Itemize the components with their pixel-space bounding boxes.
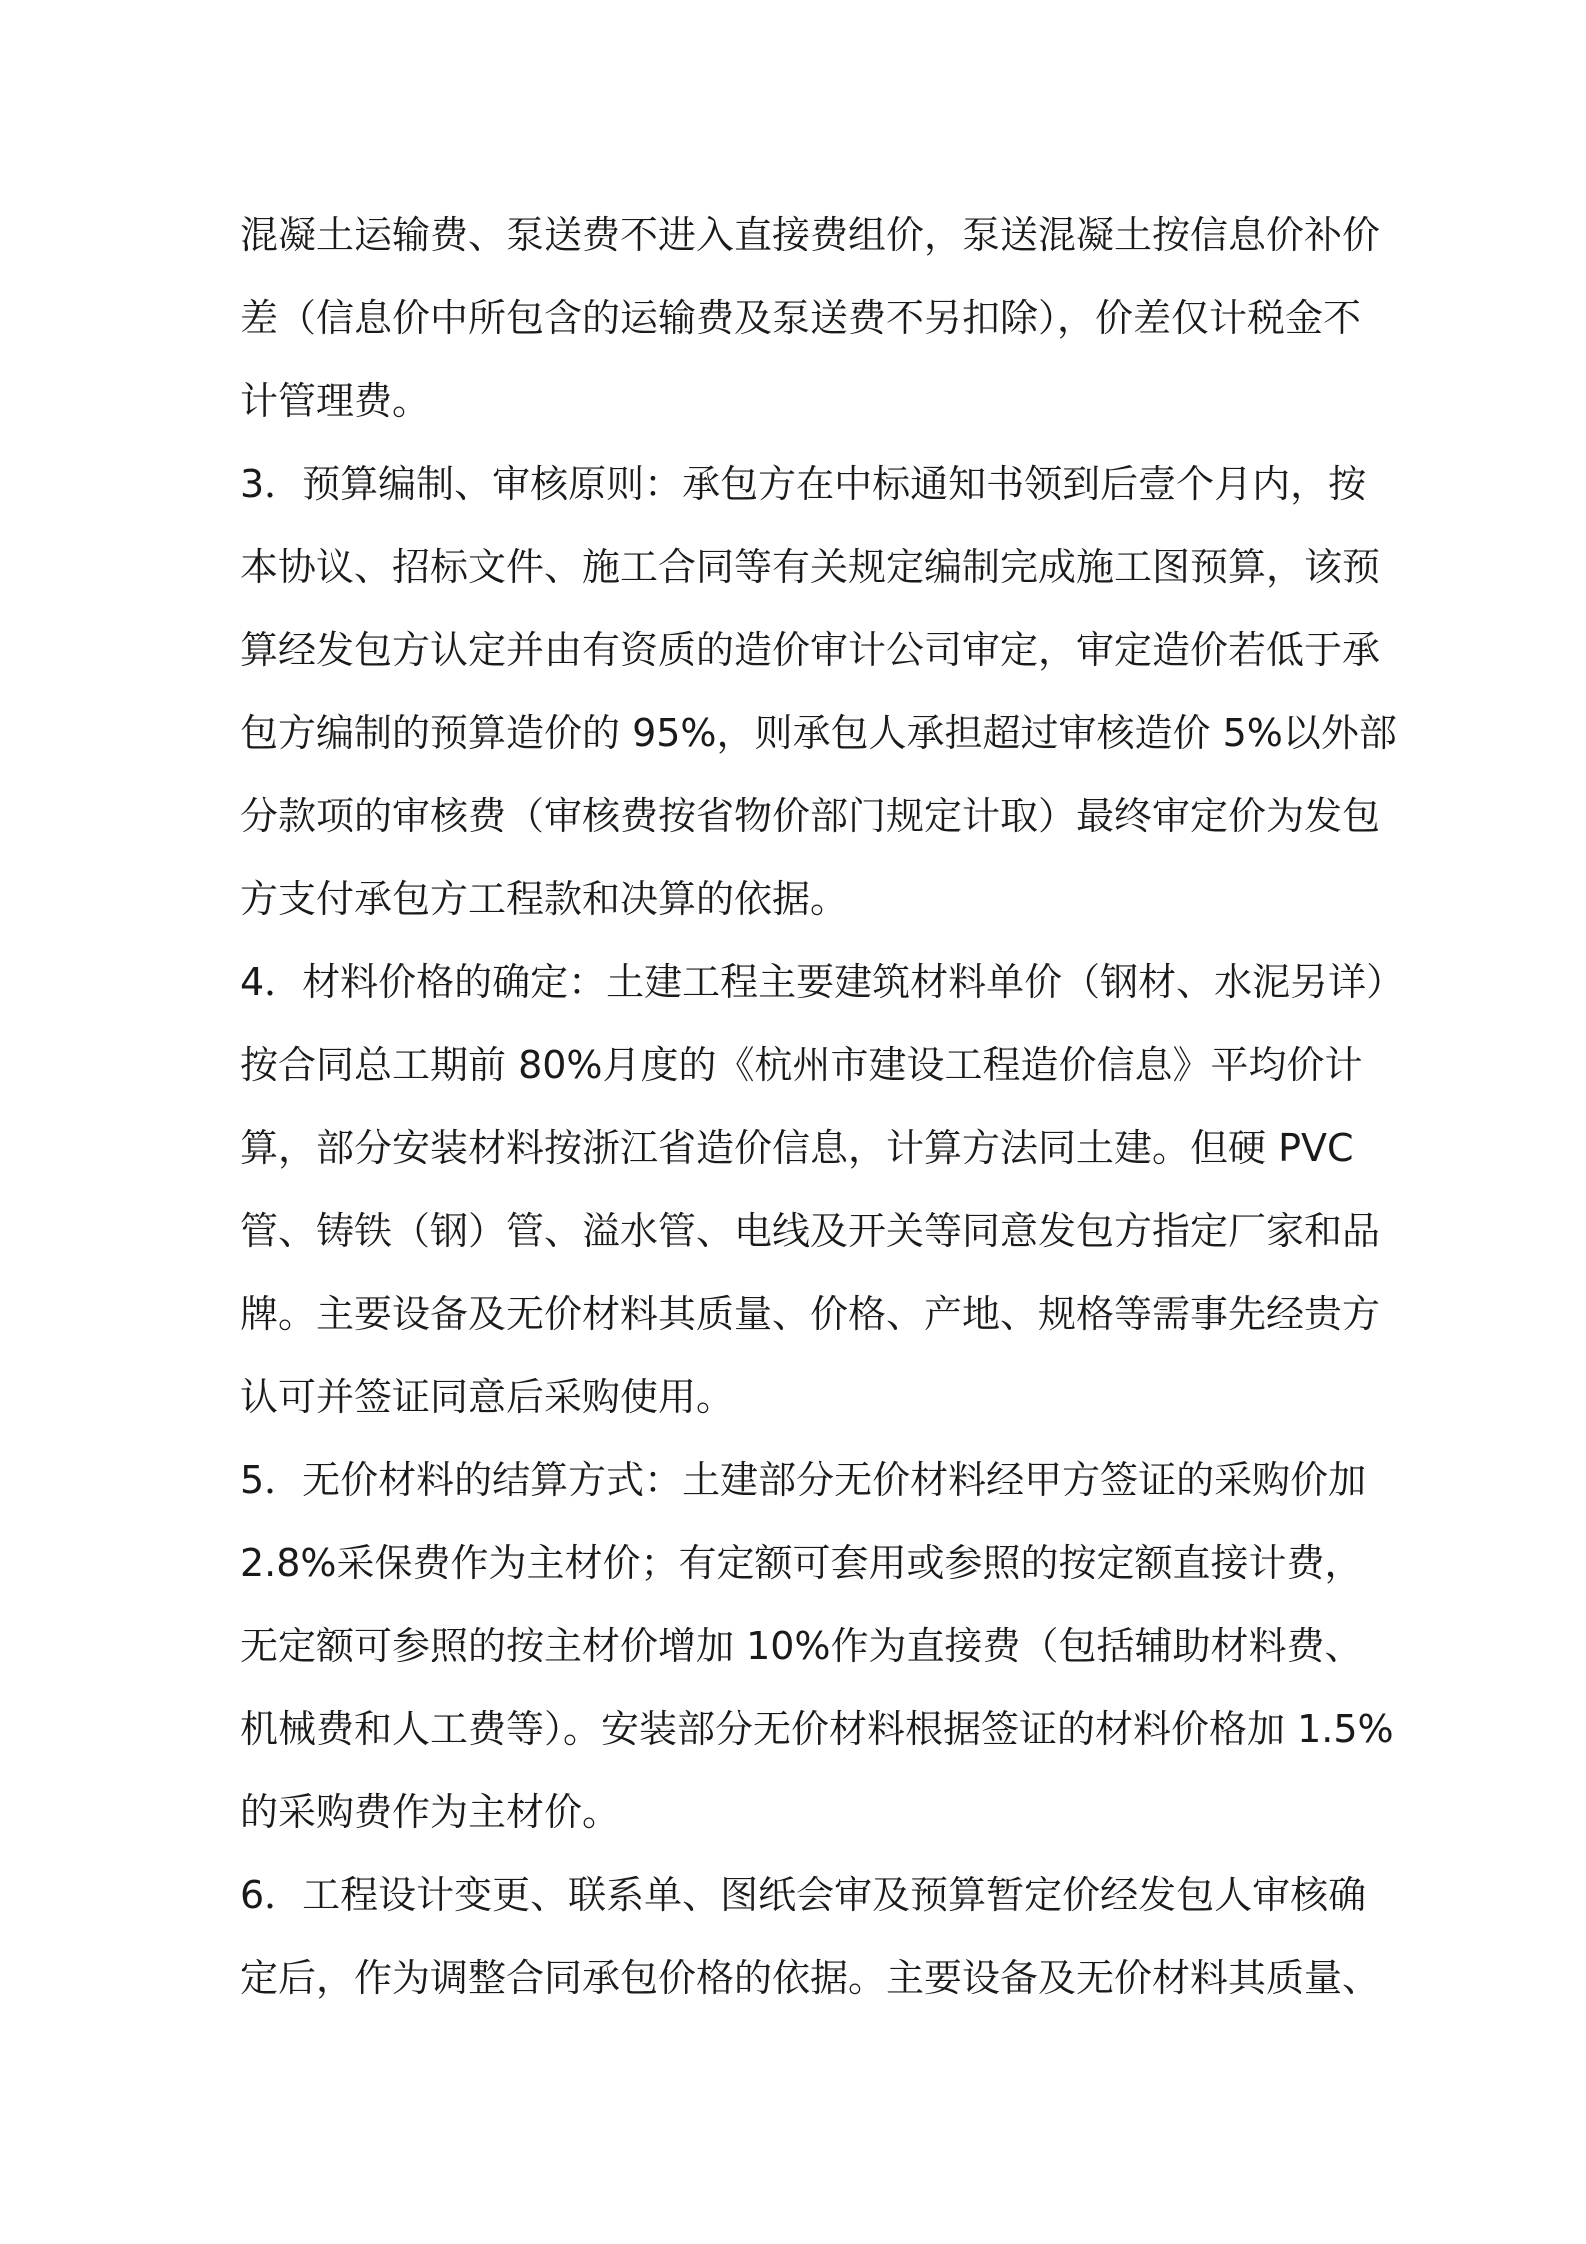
text-line: 混凝土运输费、泵送费不进入直接费组价，泵送混凝土按信息价补价 [240, 213, 1381, 257]
text-line: 算经发包方认定并由有资质的造价审计公司审定，审定造价若低于承 [240, 628, 1381, 672]
text-line: 6．工程设计变更、联系单、图纸会审及预算暂定价经发包人审核确 [240, 1873, 1367, 1917]
text-line: 按合同总工期前 80%月度的《杭州市建设工程造价信息》平均价计 [240, 1043, 1363, 1087]
text-line: 分款项的审核费（审核费按省物价部门规定计取）最终审定价为发包 [240, 794, 1381, 838]
text-line: 差（信息价中所包含的运输费及泵送费不另扣除），价差仅计税金不 [240, 296, 1362, 340]
text-line: 算，部分安装材料按浙江省造价信息，计算方法同土建。但硬 PVC [240, 1126, 1354, 1170]
text-line: 4．材料价格的确定：土建工程主要建筑材料单价（钢材、水泥另详） [240, 960, 1405, 1004]
text-line: 牌。主要设备及无价材料其质量、价格、产地、规格等需事先经贵方 [240, 1292, 1381, 1336]
text-line: 定后，作为调整合同承包价格的依据。主要设备及无价材料其质量、 [240, 1956, 1381, 2000]
text-line: 无定额可参照的按主材价增加 10%作为直接费（包括辅助材料费、 [240, 1624, 1363, 1668]
text-line: 认可并签证同意后采购使用。 [240, 1375, 735, 1419]
text-line: 管、铸铁（钢）管、溢水管、电线及开关等同意发包方指定厂家和品 [240, 1209, 1381, 1253]
text-line: 本协议、招标文件、施工合同等有关规定编制完成施工图预算，该预 [240, 545, 1381, 589]
text-line: 方支付承包方工程款和决算的依据。 [240, 877, 849, 921]
text-line: 2.8%采保费作为主材价；有定额可套用或参照的按定额直接计费， [240, 1541, 1363, 1585]
text-line: 5．无价材料的结算方式：土建部分无价材料经甲方签证的采购价加 [240, 1458, 1367, 1502]
text-line: 3．预算编制、审核原则：承包方在中标通知书领到后壹个月内，按 [240, 462, 1367, 506]
text-line: 机械费和人工费等）。安装部分无价材料根据签证的材料价格加 1.5% [240, 1707, 1394, 1751]
text-line: 的采购费作为主材价。 [240, 1790, 621, 1834]
document-body [240, 194, 1405, 2020]
text-line: 包方编制的预算造价的 95%，则承包人承担超过审核造价 5%以外部 [240, 711, 1397, 755]
text-line: 计管理费。 [240, 379, 431, 423]
